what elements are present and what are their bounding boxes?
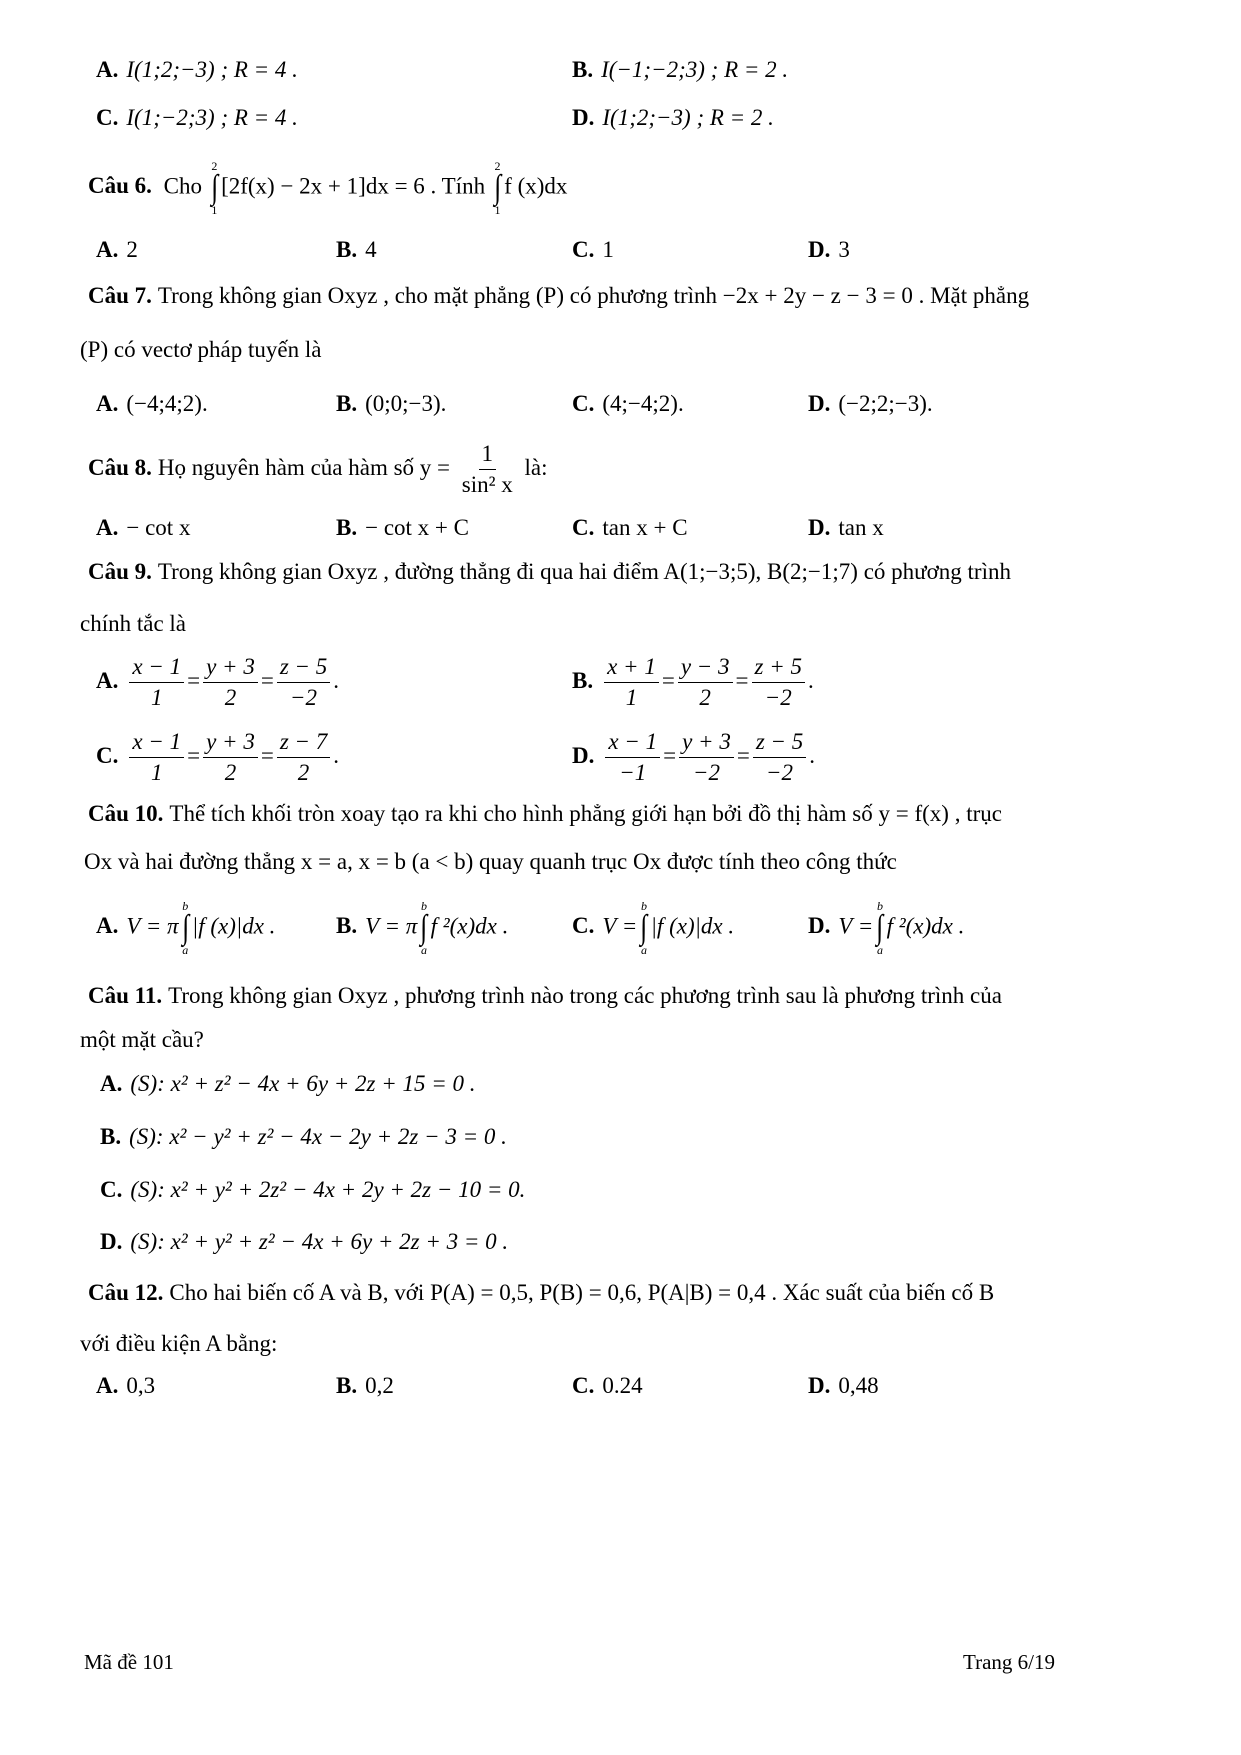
option-letter: B.: [336, 913, 358, 939]
numerator: z − 7: [277, 730, 330, 758]
integral-upper: 2: [211, 159, 218, 173]
question-text: Trong không gian Oxyz , đường thẳng đi qua hai điểm A(1;−3;5), B(2;−1;7) có phương trình: [157, 559, 1011, 584]
option-letter: A.: [96, 1373, 119, 1398]
question-9-line2: [80, 612, 186, 635]
denominator: 2: [297, 760, 310, 786]
q12-option-d: [808, 1374, 879, 1397]
denominator: −1: [619, 760, 647, 786]
option-text: − cot x + C: [365, 515, 469, 540]
q8-option-a: [96, 516, 190, 539]
integral-lower: a: [182, 943, 189, 958]
q10-option-d: [808, 900, 964, 956]
option-letter: D.: [808, 391, 831, 416]
fraction: [679, 730, 734, 785]
option-letter: D.: [808, 1373, 831, 1398]
option-text: (S): x² − y² + z² − 4x − 2y + 2z − 3 = 0 .: [129, 1124, 507, 1149]
option-letter: C.: [96, 105, 119, 130]
question-6: [88, 160, 567, 216]
option-text: 2: [126, 237, 138, 262]
option-text: 3: [838, 237, 850, 262]
formula-prefix: V =: [602, 913, 638, 939]
question-text: Ox và hai đường thẳng x = a, x = b (a < b) quay quanh trục Ox được tính theo công thức: [84, 849, 897, 874]
equals-sign: =: [260, 667, 274, 693]
numerator: x − 1: [129, 655, 184, 683]
integrand: |f (x)|dx .: [650, 913, 735, 939]
integral-sign: ∫: [876, 909, 884, 946]
option-text: I(1;2;−3) ; R = 4 .: [126, 57, 298, 82]
numerator: x − 1: [605, 730, 660, 758]
denominator: 2: [224, 760, 237, 786]
option-text: I(−1;−2;3) ; R = 2 .: [601, 57, 789, 82]
question-text: . Tính: [430, 173, 486, 199]
integrand: |f (x)|dx .: [191, 913, 276, 939]
equals-sign: =: [187, 667, 201, 693]
q12-option-c: [572, 1374, 643, 1397]
footer-page-number: Trang 6/19: [963, 1650, 1055, 1674]
formula-prefix: V = π: [365, 913, 418, 939]
option-letter: B.: [100, 1124, 122, 1149]
q9-option-b: [572, 655, 814, 710]
q10-option-a: [96, 900, 275, 956]
fraction: [459, 442, 516, 497]
numerator: y − 3: [678, 655, 733, 683]
option-letter: A.: [96, 515, 119, 540]
equals-sign: =: [661, 667, 675, 693]
option-text: 0.24: [602, 1373, 643, 1398]
q8-option-c: [572, 516, 688, 539]
equals-sign: =: [663, 742, 677, 768]
option-letter: D.: [100, 1229, 123, 1254]
option-text: 4: [365, 237, 377, 262]
option-letter: D.: [808, 515, 831, 540]
option-letter: B.: [572, 667, 594, 693]
fraction: [604, 655, 659, 710]
numerator: z + 5: [752, 655, 805, 683]
fraction: [277, 730, 330, 785]
q6-option-a: [96, 238, 138, 261]
option-letter: C.: [572, 1373, 595, 1398]
q12-option-b: [336, 1374, 394, 1397]
integral-upper: b: [420, 899, 427, 913]
q6-option-b: [336, 238, 377, 261]
question-label: Câu 10.: [88, 801, 164, 826]
q7-option-d: [808, 392, 933, 415]
option-letter: B.: [336, 237, 358, 262]
option-letter: B.: [572, 57, 594, 82]
question-label: Câu 7.: [88, 283, 152, 308]
option-letter: B.: [336, 391, 358, 416]
option-letter: D.: [808, 913, 831, 939]
denominator: −2: [692, 760, 720, 786]
q7-option-c: [572, 392, 684, 415]
fraction: [753, 730, 806, 785]
numerator: y + 3: [203, 655, 258, 683]
integrand: f (x)dx: [504, 173, 568, 199]
q6-option-c: [572, 238, 614, 261]
integral-sign: ∫: [181, 909, 189, 946]
equals-sign: =: [260, 742, 274, 768]
option-text: (S): x² + z² − 4x + 6y + 2z + 15 = 0 .: [130, 1071, 476, 1096]
question-text: Họ nguyên hàm của hàm số y =: [157, 454, 451, 480]
option-letter: C.: [572, 237, 595, 262]
fraction: [605, 730, 660, 785]
option-text: 0,48: [838, 1373, 879, 1398]
option-letter: A.: [100, 1071, 123, 1096]
numerator: y + 3: [679, 730, 734, 758]
question-label: Câu 9.: [88, 559, 152, 584]
q5-option-c: [96, 106, 298, 129]
question-10: [88, 802, 1002, 825]
option-text: 1: [602, 237, 614, 262]
option-text: I(1;−2;3) ; R = 4 .: [126, 105, 298, 130]
numerator: z − 5: [277, 655, 330, 683]
option-text: (−4;4;2).: [126, 391, 208, 416]
integral-upper: b: [182, 899, 189, 913]
option-letter: A.: [96, 237, 119, 262]
integral-symbol: 2 ∫ 1: [210, 159, 218, 218]
integral-lower: a: [640, 943, 647, 958]
q9-option-d: [572, 730, 815, 785]
integral-upper: 2: [494, 159, 501, 173]
option-letter: C.: [100, 1177, 123, 1202]
question-text: Trong không gian Oxyz , phương trình nào trong các phương trình sau là phương trình của: [168, 983, 1002, 1008]
q10-option-c: [572, 900, 734, 956]
integral-lower: 1: [211, 203, 218, 218]
numerator: x + 1: [604, 655, 659, 683]
fraction: [277, 655, 330, 710]
q5-option-a: [96, 58, 298, 81]
option-letter: A.: [96, 913, 119, 939]
integral-symbol: [875, 900, 884, 956]
integral-upper: b: [876, 899, 883, 913]
period: .: [333, 742, 340, 768]
option-text: (S): x² + y² + z² − 4x + 6y + 2z + 3 = 0 .: [130, 1229, 509, 1254]
question-text: là:: [524, 454, 548, 480]
question-label: Câu 12.: [88, 1280, 164, 1305]
q11-option-a: [100, 1072, 476, 1095]
equals-sign: =: [187, 742, 201, 768]
option-letter: D.: [808, 237, 831, 262]
integral-sign: ∫: [640, 909, 648, 946]
q9-option-a: [96, 655, 339, 710]
option-text: (S): x² + y² + 2z² − 4x + 2y + 2z − 10 = 0.: [130, 1177, 526, 1202]
equals-sign: =: [735, 667, 749, 693]
formula-prefix: V = π: [126, 913, 179, 939]
integrand: [2f(x) − 2x + 1]dx = 6: [221, 173, 425, 199]
fraction: [752, 655, 805, 710]
question-9: [88, 560, 1011, 583]
option-letter: C.: [572, 515, 595, 540]
question-11: [88, 984, 1002, 1007]
q11-option-b: [100, 1125, 507, 1148]
option-letter: C.: [572, 913, 595, 939]
q8-option-d: [808, 516, 884, 539]
option-text: tan x: [838, 515, 884, 540]
q6-option-d: [808, 238, 850, 261]
footer-exam-code: Mã đề 101: [84, 1650, 174, 1674]
integrand: f ²(x)dx .: [886, 913, 965, 939]
option-letter: C.: [572, 391, 595, 416]
period: .: [809, 742, 816, 768]
period: .: [333, 667, 340, 693]
option-letter: A.: [96, 667, 119, 693]
question-12-line2: [80, 1332, 277, 1355]
integral-symbol: [181, 900, 190, 956]
option-letter: B.: [336, 515, 358, 540]
option-text: I(1;2;−3) ; R = 2 .: [602, 105, 774, 130]
question-text: (P) có vectơ pháp tuyến là: [80, 337, 322, 362]
integral-symbol: 2 ∫ 1: [493, 159, 501, 218]
question-10-line2: [84, 850, 897, 873]
option-text: (0;0;−3).: [365, 391, 447, 416]
fraction: [203, 655, 258, 710]
numerator: y + 3: [203, 730, 258, 758]
integrand: f ²(x)dx .: [430, 913, 509, 939]
question-text: Cho hai biến cố A và B, với P(A) = 0,5, P(B) = 0,6, P(A|B) = 0,4 . Xác suất của biến cố B: [169, 1280, 995, 1305]
numerator: z − 5: [753, 730, 806, 758]
question-text: với điều kiện A bằng:: [80, 1331, 278, 1356]
period: .: [808, 667, 814, 693]
option-text: − cot x: [126, 515, 191, 540]
denominator: 2: [699, 685, 711, 711]
question-12: [88, 1281, 994, 1304]
integral-lower: 1: [494, 203, 501, 218]
question-text: Trong không gian Oxyz , cho mặt phẳng (P) có phương trình −2x + 2y − z − 3 = 0 . Mặt phẳng: [157, 283, 1030, 308]
equals-sign: =: [736, 742, 750, 768]
integral-lower: a: [876, 943, 883, 958]
q8-option-b: [336, 516, 469, 539]
q5-option-b: [572, 58, 788, 81]
question-text: Thể tích khối tròn xoay tạo ra khi cho hình phẳng giới hạn bởi đồ thị hàm số y = f(x) , trục: [169, 801, 1002, 826]
integral-sign: ∫: [420, 909, 428, 946]
option-letter: A.: [96, 57, 119, 82]
question-11-line2: [80, 1028, 204, 1051]
denominator: 1: [625, 685, 638, 711]
fraction: [129, 730, 184, 785]
question-text: chính tắc là: [80, 611, 187, 636]
question-label: Câu 8.: [88, 454, 152, 480]
question-label: Câu 11.: [88, 983, 163, 1008]
question-8: [88, 442, 548, 497]
question-label: Câu 6.: [88, 173, 152, 199]
option-letter: D.: [572, 105, 595, 130]
fraction: [203, 730, 258, 785]
option-letter: C.: [96, 742, 119, 768]
denominator: sin² x: [461, 472, 513, 498]
option-text: 0,3: [126, 1373, 156, 1398]
option-letter: D.: [572, 742, 595, 768]
denominator: −2: [764, 685, 792, 711]
q11-option-d: [100, 1230, 508, 1253]
fraction: [129, 655, 184, 710]
integral-upper: b: [640, 899, 647, 913]
denominator: −2: [766, 760, 794, 786]
question-7: [88, 284, 1029, 307]
numerator: 1: [479, 442, 497, 470]
question-7-line2: [80, 338, 321, 361]
option-text: 0,2: [365, 1373, 394, 1398]
q11-option-c: [100, 1178, 525, 1201]
denominator: −2: [290, 685, 318, 711]
question-text: Cho: [163, 173, 202, 199]
numerator: x − 1: [129, 730, 184, 758]
formula-prefix: V =: [838, 913, 874, 939]
option-letter: A.: [96, 391, 119, 416]
q12-option-a: [96, 1374, 155, 1397]
question-text: một mặt cầu?: [80, 1027, 204, 1052]
q5-option-d: [572, 106, 774, 129]
denominator: 1: [150, 685, 163, 711]
integral-symbol: [419, 900, 428, 956]
q10-option-b: [336, 900, 508, 956]
q9-option-c: [96, 730, 339, 785]
integral-symbol: [639, 900, 648, 956]
denominator: 2: [224, 685, 237, 711]
option-text: tan x + C: [602, 515, 688, 540]
q7-option-b: [336, 392, 446, 415]
q7-option-a: [96, 392, 208, 415]
fraction: [678, 655, 733, 710]
option-text: (4;−4;2).: [602, 391, 684, 416]
option-letter: B.: [336, 1373, 358, 1398]
integral-lower: a: [420, 943, 427, 958]
option-text: (−2;2;−3).: [838, 391, 933, 416]
denominator: 1: [150, 760, 163, 786]
